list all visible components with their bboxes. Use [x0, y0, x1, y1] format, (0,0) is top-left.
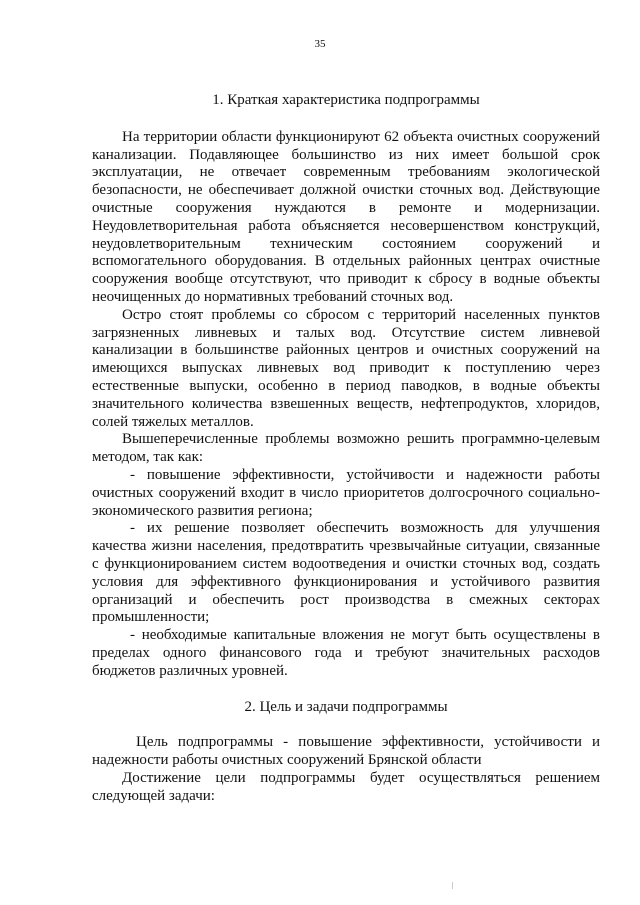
paragraph-stormwater: Остро стоят проблемы со сбросом с территорий населенных пунктов загрязненных ливневых и талых вод. Отсутствие систем ливневой канализации в большинстве районных центров и очистных сооружений на имеющихся выпусках ливневых вод приводит к поступлению через естественные выпуски, особенно в период паводков, в водные объекты значительного количества взвешенных веществ, нефтепродуктов, хлоридов, солей тяжелых металлов.: [92, 306, 600, 430]
bullet-quality-of-life: - их решение позволяет обеспечить возможность для улучшения качества жизни населения, предотвратить чрезвычайные ситуации, связанные с функционированием систем водоотведения и очистки сточных вод, создать условия для эффективного функционирования и устойчивого развития организаций и обеспечить рост производства в смежных секторах промышленности;: [92, 520, 600, 626]
section-1-title: 1. Краткая характеристика подпрограммы: [212, 92, 480, 108]
document-body: [92, 92, 600, 805]
paragraph-goal: Цель подпрограммы - повышение эффективности, устойчивости и надежности работы очистных сооружений Брянской области: [92, 734, 600, 769]
scan-artifact: [452, 882, 453, 889]
page-number: 35: [314, 38, 326, 50]
section-2-title: 2. Цель и задачи подпрограммы: [244, 698, 448, 715]
paragraph-program-method: Вышеперечисленные проблемы возможно решить программно-целевым методом, так как:: [92, 431, 600, 466]
paragraph-goal-achievement: Достижение цели подпрограммы будет осуществляться решением следующей задачи:: [92, 769, 600, 804]
paragraph-treatment-facilities: На территории области функционируют 62 объекта очистных сооружений канализации. Подавляющее большинство из них имеет большой срок эксплуатации, не отвечает современным требованиям экологической безопасности, не обеспечивает должной очистки сточных вод. Действующие очистные сооружения нуждаются в ремонте и модернизации. Неудовлетворительная работа объясняется несовершенством конструкций, неудовлетворительным техническим состоянием сооружений и вспомогательного оборудования. В отдельных районных центрах очистные сооружения вообще отсутствуют, что приводит к сбросу в водные объекты неочищенных до нормативных требований сточных вод.: [92, 128, 600, 305]
bullet-efficiency: - повышение эффективности, устойчивости и надежности работы очистных сооружений входит в число приоритетов долгосрочного социально-экономического развития региона;: [92, 466, 600, 519]
bullet-capital-investment: - необходимые капитальные вложения не могут быть осуществлены в пределах одного финансового года и требуют значительных расходов бюджетов различных уровней.: [92, 627, 600, 679]
